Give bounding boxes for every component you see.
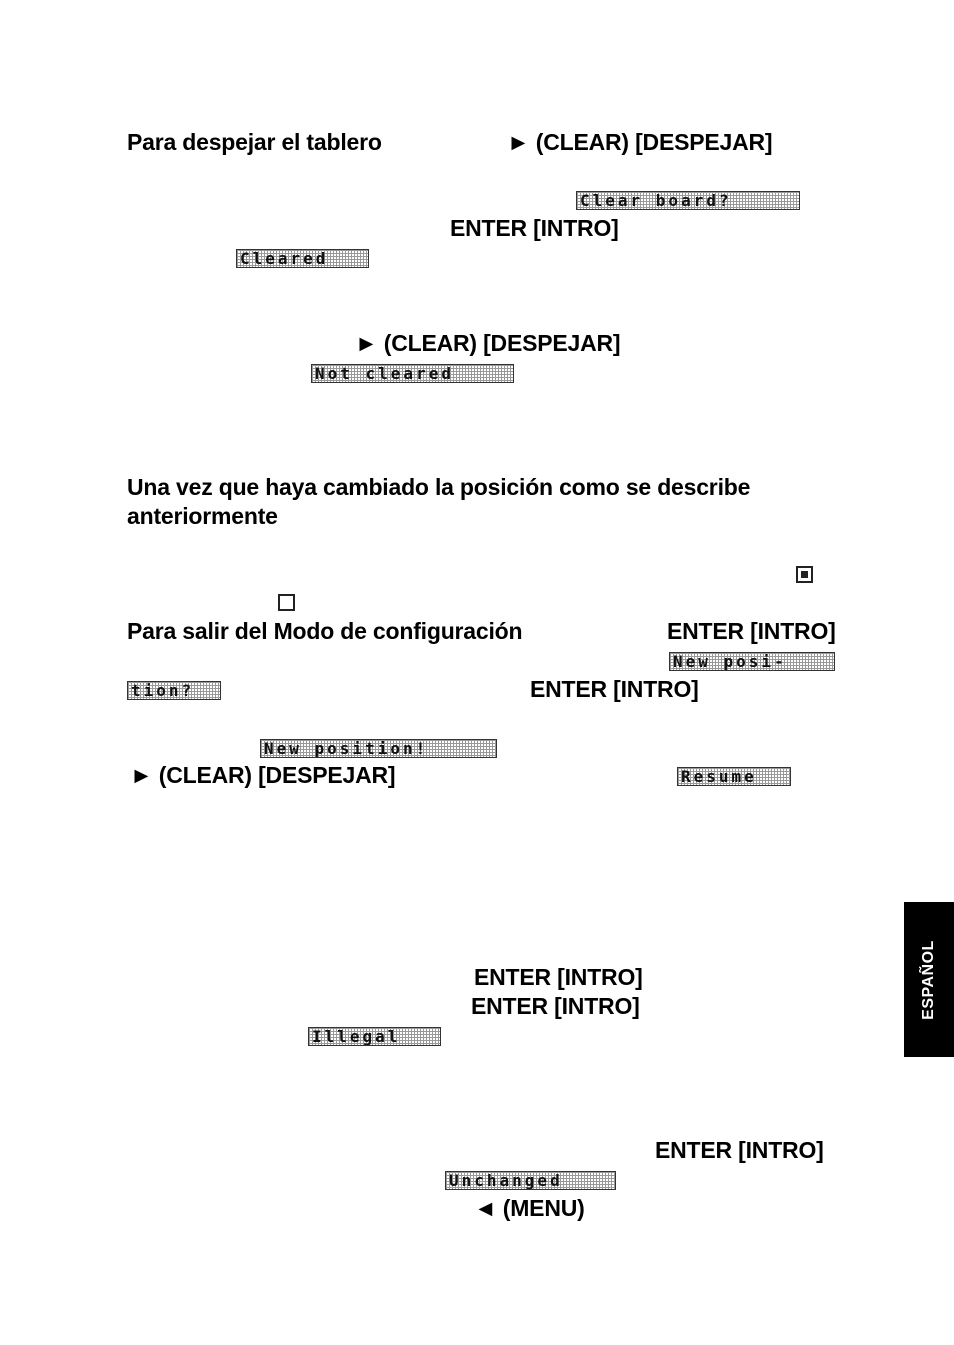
menu-key-label: ◄ (MENU) — [474, 1195, 585, 1221]
language-tab — [904, 902, 954, 1057]
clear-key-label: ► (CLEAR) [DESPEJAR] — [355, 330, 621, 356]
clear-key-label: ► (CLEAR) [DESPEJAR] — [507, 129, 773, 155]
enter-key-label: ENTER [INTRO] — [530, 676, 699, 702]
lcd-not-cleared — [311, 364, 514, 383]
lcd-resume-text: Resume — [681, 767, 757, 786]
position-changed-text: Una vez que haya cambiado la posición como se describe anteriormente — [127, 474, 751, 529]
enter-key-label: ENTER [INTRO] — [474, 964, 643, 990]
lcd-clear-board — [576, 191, 800, 210]
lcd-tion-text: tion? — [131, 681, 195, 700]
language-tab-label: ESPAÑOL — [920, 939, 937, 1020]
lcd-clear-board-text: Clear board? — [580, 191, 732, 210]
enter-key-label: ENTER [INTRO] — [450, 215, 619, 241]
lcd-resume — [677, 767, 791, 786]
lcd-not-cleared-text: Not cleared — [315, 364, 454, 383]
lcd-unchanged-text: Unchanged — [449, 1171, 563, 1190]
heading-clear-board: Para despejar el tablero — [127, 129, 382, 155]
filled-square-icon — [796, 566, 813, 583]
lcd-tion — [127, 681, 221, 700]
lcd-illegal-text: Illegal — [312, 1027, 401, 1046]
lcd-unchanged — [445, 1171, 616, 1190]
enter-key-label: ENTER [INTRO] — [667, 618, 836, 644]
lcd-new-posi — [669, 652, 835, 671]
heading-exit-setup: Para salir del Modo de configuración — [127, 618, 523, 644]
clear-key-label: ► (CLEAR) [DESPEJAR] — [130, 762, 396, 788]
lcd-new-position-text: New position! — [264, 739, 429, 758]
lcd-new-position — [260, 739, 497, 758]
lcd-illegal — [308, 1027, 441, 1046]
lcd-cleared — [236, 249, 369, 268]
enter-key-label: ENTER [INTRO] — [471, 993, 640, 1019]
empty-square-icon — [278, 594, 295, 611]
lcd-cleared-text: Cleared — [240, 249, 329, 268]
lcd-new-posi-text: New posi- — [673, 652, 787, 671]
enter-key-label: ENTER [INTRO] — [655, 1137, 824, 1163]
